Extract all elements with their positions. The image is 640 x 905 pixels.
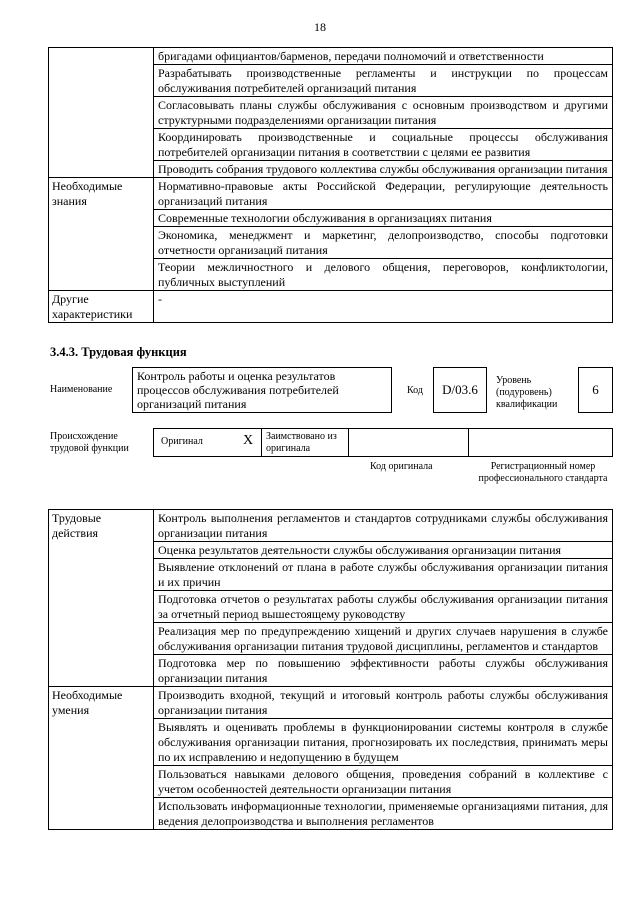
row-label-skills: Необходимые умения (49, 687, 154, 830)
divider (468, 429, 469, 456)
function-code: D/03.6 (433, 367, 487, 413)
table-row (49, 510, 613, 542)
section-heading: 3.4.3. Трудовая функция (50, 345, 187, 359)
row-label (49, 48, 154, 178)
table-cell: Выявление отклонений от плана в работе службы обслуживания организации питания и их причин (154, 559, 613, 591)
table-cell: Согласовывать планы службы обслуживания с основным производством и другими структурными подразделениями организации питания (154, 97, 613, 129)
table-row (49, 291, 613, 323)
top-requirements-table (48, 47, 613, 323)
table-cell: Выявлять и оценивать проблемы в функционировании системы контроля в службе обслуживания организации питания, прогнозировать их последствия, принимать меры по их исправлению и недопущению в будущем (154, 719, 613, 766)
table-cell: Координировать производственные и социальные процессы обслуживания потребителей организации питания в соответствии с целями ее развития (154, 129, 613, 161)
name-label: Наименование (50, 384, 113, 395)
table-cell: Производить входной, текущий и итоговый контроль работы службы обслуживания организации питания (154, 687, 613, 719)
code-label: Код (407, 385, 423, 396)
table-cell: Пользоваться навыками делового общения, проведения собраний в коллективе с учетом особенностей деятельности организации питания (154, 766, 613, 798)
original-label: Оригинал (161, 436, 203, 447)
table-cell: Подготовка отчетов о результатах работы службы обслуживания организации питания за отчетный период вышестоящему руководству (154, 591, 613, 623)
function-name-box (132, 367, 392, 413)
table-cell: Разрабатывать производственные регламенты и инструкции по процессам обслуживания потребителей организаций питания (154, 65, 613, 97)
borrowed-label: Заимствовано из оригинала (266, 431, 337, 454)
divider (261, 429, 262, 456)
origin-label: Происхождение трудовой функции (50, 431, 129, 454)
table-cell: Подготовка мер по повышению эффективности работы службы обслуживания организации питания (154, 655, 613, 687)
table-cell: Теории межличностного и делового общения, переговоров, конфликтологии, публичных выступлений (154, 259, 613, 291)
original-mark: X (243, 433, 254, 448)
function-name: Контроль работы и оценка результатов процессов обслуживания потребителей организаций питания (137, 369, 339, 411)
table-cell: Реализация мер по предупреждению хищений и других случаев нарушения в службе обслуживания организации питания трудовой дисциплины, регламентов и стандартов (154, 623, 613, 655)
original-code-caption: Код оригинала (370, 461, 433, 472)
row-label-knowledge: Необходимые знания (49, 178, 154, 291)
page-number: 18 (314, 20, 326, 34)
table-cell: Экономика, менеджмент и маркетинг, делопроизводство, способы подготовки отчетности организаций питания (154, 227, 613, 259)
table-row (49, 178, 613, 210)
table-row (49, 687, 613, 719)
table-cell: Проводить собрания трудового коллектива службы обслуживания организации питания (154, 161, 613, 178)
registration-caption: Регистрационный номер профессионального стандарта (478, 461, 608, 484)
table-cell: бригадами официантов/барменов, передачи полномочий и ответственности (154, 48, 613, 65)
table-cell: Контроль выполнения регламентов и стандартов сотрудниками службы обслуживания организации питания (154, 510, 613, 542)
table-cell: Нормативно-правовые акты Российской Федерации, регулирующие деятельность организаций питания (154, 178, 613, 210)
divider (348, 429, 349, 456)
level-label: Уровень (подуровень) квалификации (496, 375, 558, 410)
row-label-actions: Трудовые действия (49, 510, 154, 687)
qualification-level: 6 (578, 367, 613, 413)
origin-table (153, 428, 613, 457)
table-cell: Оценка результатов деятельности службы обслуживания организации питания (154, 542, 613, 559)
table-cell: Современные технологии обслуживания в организациях питания (154, 210, 613, 227)
table-cell: Использовать информационные технологии, применяемые организациями питания, для ведения делопроизводства и выполнения регламентов (154, 798, 613, 830)
row-label-other: Другие характеристики (49, 291, 154, 323)
table-row (49, 48, 613, 65)
labor-actions-table (48, 509, 613, 830)
table-cell: - (154, 291, 613, 323)
